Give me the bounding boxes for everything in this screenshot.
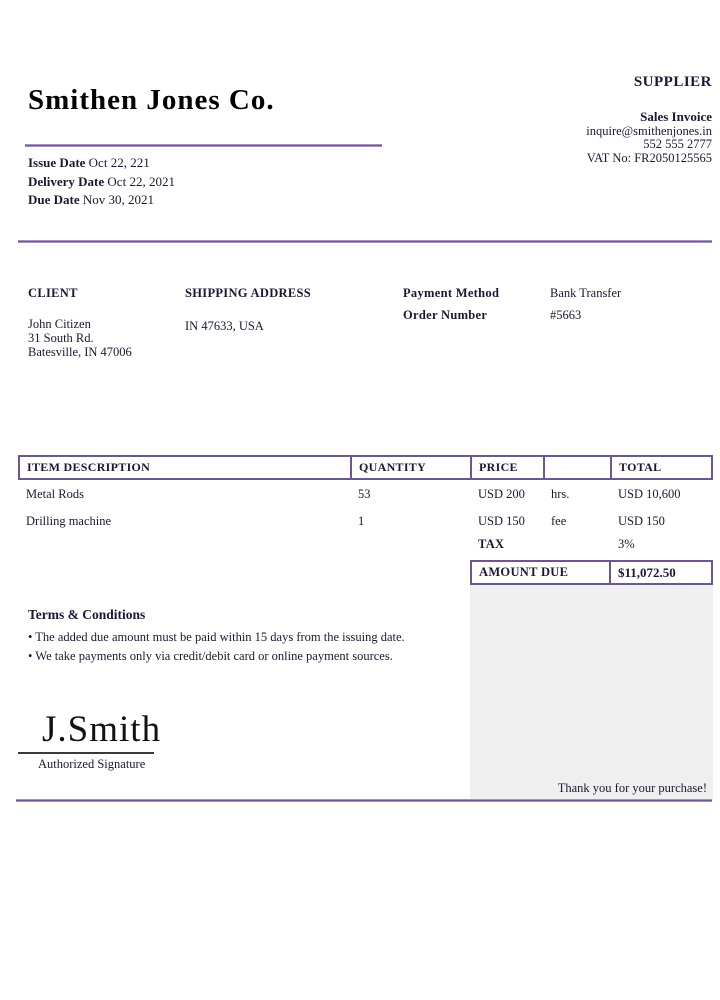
invoice-dates (28, 154, 175, 210)
supplier-details (586, 110, 712, 165)
order-number-value: #5663 (550, 308, 582, 322)
item-total: USD 150 (618, 514, 665, 528)
item-total: USD 10,600 (618, 487, 681, 501)
delivery-date-line (28, 173, 175, 192)
supplier-phone: 552 555 2777 (643, 137, 712, 151)
tax-label: TAX (478, 537, 505, 551)
client-name: John Citizen (28, 317, 91, 331)
signature-line (18, 752, 154, 754)
header-total: TOTAL (619, 460, 662, 474)
item-quantity: 53 (358, 487, 371, 501)
summary-panel (470, 585, 713, 800)
item-unit: fee (551, 514, 567, 528)
item-description: Drilling machine (26, 514, 112, 528)
shipping-line: IN 47633, USA (185, 319, 264, 333)
issue-date-label: Issue Date (28, 155, 86, 170)
client-street: 31 South Rd. (28, 331, 94, 345)
due-date-label: Due Date (28, 192, 80, 207)
item-quantity: 1 (358, 514, 365, 528)
client-heading: CLIENT (28, 286, 78, 300)
payment-method-label: Payment Method (403, 286, 500, 300)
issue-date-line (28, 154, 175, 173)
item-description: Metal Rods (26, 487, 84, 501)
tax-value: 3% (618, 537, 635, 551)
header-unit (545, 457, 612, 478)
header-price: PRICE (472, 457, 545, 478)
client-city: Batesville, IN 47006 (28, 345, 132, 359)
client-address (28, 317, 132, 359)
thank-you-note: Thank you for your purchase! (557, 781, 707, 795)
terms-item: • We take payments only via credit/debit card or online payment sources. (28, 649, 393, 663)
order-number-label: Order Number (403, 308, 488, 322)
due-date-line (28, 191, 175, 210)
amount-due-label: AMOUNT DUE (472, 562, 611, 583)
header-item-description: ITEM DESCRIPTION (20, 457, 352, 478)
tax-row (470, 537, 713, 552)
supplier-heading: SUPPLIER (633, 74, 712, 90)
header-divider (18, 240, 712, 243)
header-quantity: QUANTITY (352, 457, 472, 478)
issue-date-value: Oct 22, 221 (88, 155, 150, 170)
item-unit: hrs. (551, 487, 570, 501)
shipping-address (185, 319, 264, 333)
supplier-email: inquire@smithenjones.in (586, 123, 712, 138)
document-type: Sales Invoice (640, 109, 712, 124)
company-name: Smithen Jones Co. (28, 84, 275, 116)
table-row (18, 511, 713, 535)
terms-title: Terms & Conditions (28, 607, 146, 622)
delivery-date-value: Oct 22, 2021 (107, 173, 175, 189)
terms-item: • The added due amount must be paid within 15 days from the issuing date. (28, 630, 405, 644)
amount-due-row (470, 560, 713, 585)
payment-method-value: Bank Transfer (550, 286, 622, 300)
supplier-vat: VAT No: FR2050125565 (586, 150, 712, 165)
item-price: USD 200 (478, 487, 525, 501)
table-row (18, 484, 713, 508)
delivery-date-label: Delivery Date (28, 173, 105, 189)
signature-label: Authorized Signature (38, 757, 146, 771)
terms-and-conditions (28, 607, 405, 666)
title-underline (25, 144, 382, 147)
amount-due-value: $11,072.50 (618, 565, 676, 580)
due-date-value: Nov 30, 2021 (82, 192, 155, 207)
shipping-address-heading: SHIPPING ADDRESS (185, 286, 312, 300)
footer-divider (16, 799, 712, 802)
table-header-row (18, 455, 713, 480)
item-price: USD 150 (478, 514, 525, 528)
signature-name: J.Smith (42, 709, 162, 750)
